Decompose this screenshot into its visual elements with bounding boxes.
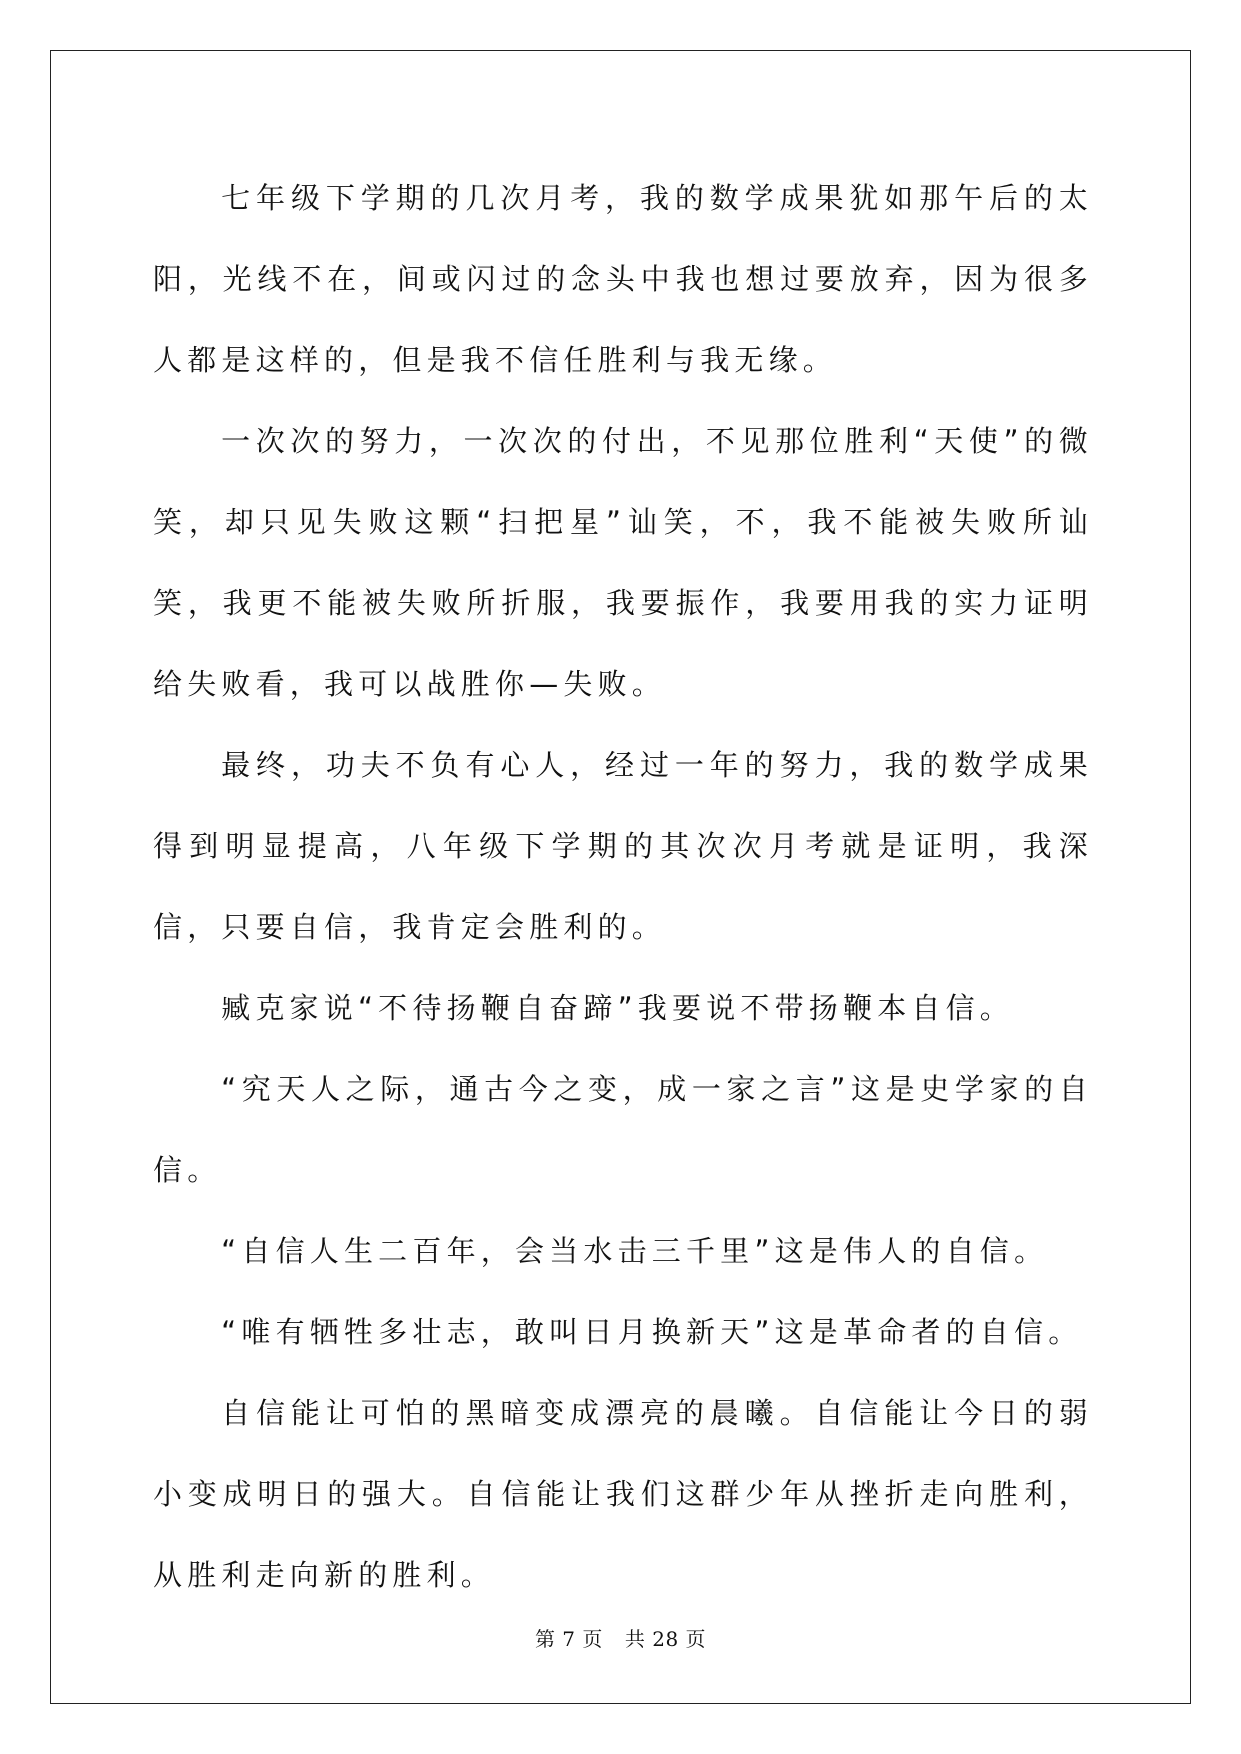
paragraph: 自信能让可怕的黑暗变成漂亮的晨曦。自信能让今日的弱小变成明日的强大。自信能让我们这群少年从挫折走向胜利，从胜利走向新的胜利。	[153, 1396, 1093, 1592]
paragraph: 最终，功夫不负有心人，经过一年的努力，我的数学成果得到明显提高，八年级下学期的其次次月考就是证明，我深信，只要自信，我肯定会胜利的。	[153, 748, 1093, 944]
document-body	[153, 158, 1093, 1616]
paragraph: “唯有牺牲多壮志，敢叫日月换新天”这是革命者的自信。	[221, 1315, 1083, 1349]
paragraph: “自信人生二百年，会当水击三千里”这是伟人的自信。	[221, 1234, 1049, 1268]
page-footer	[0, 1623, 1241, 1652]
paragraph: 一次次的努力，一次次的付出，不见那位胜利“天使”的微笑，却只见失败这颗“扫把星”讪笑，不，我不能被失败所讪笑，我更不能被失败所折服，我要振作，我要用我的实力证明给失败看，我可以战胜你—失败。	[153, 424, 1093, 701]
paragraph: 七年级下学期的几次月考，我的数学成果犹如那午后的太阳，光线不在，间或闪过的念头中我也想过要放弃，因为很多人都是这样的，但是我不信任胜利与我无缘。	[153, 181, 1093, 377]
page-number: 第 7 页	[534, 1627, 603, 1651]
paragraph: 臧克家说“不待扬鞭自奋蹄”我要说不带扬鞭本自信。	[221, 991, 1014, 1025]
page-total: 共 28 页	[624, 1627, 707, 1651]
paragraph: “究天人之际，通古今之变，成一家之言”这是史学家的自信。	[153, 1072, 1093, 1187]
